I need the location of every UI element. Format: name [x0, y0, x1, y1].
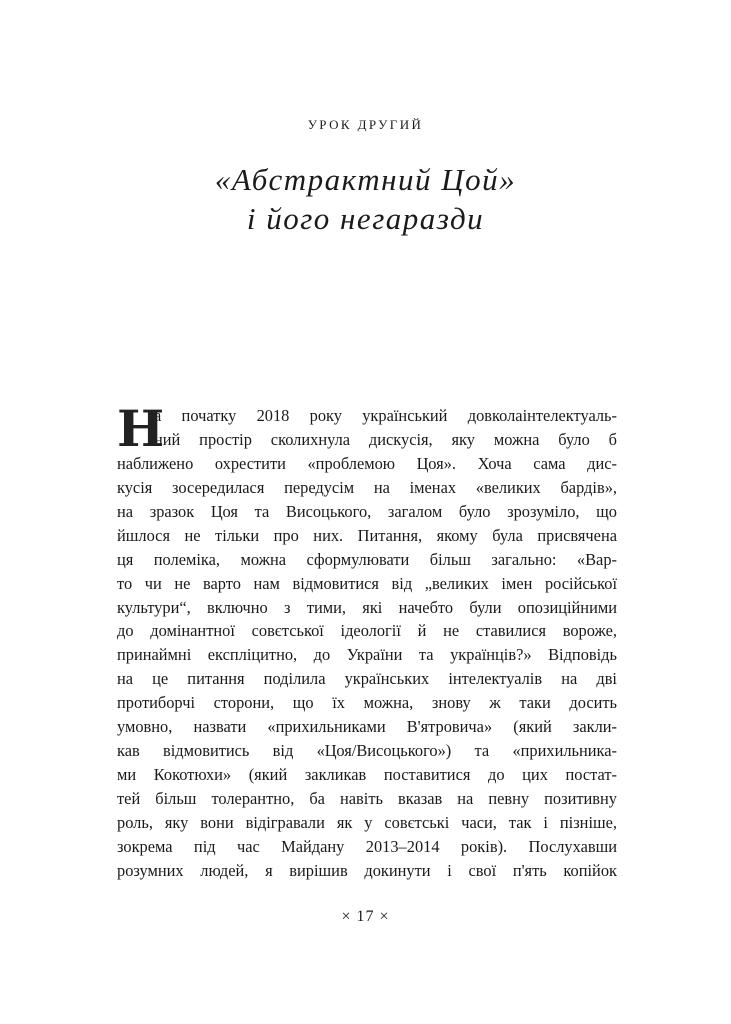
text-line: ми Кокотюхи» (який закликав поставитися до цих постат- [117, 765, 617, 785]
text-line: ця полеміка, можна сформулювати більш загально: «Вар- [117, 549, 617, 569]
text-line: а початку 2018 року український довколаінтелектуаль- [154, 406, 617, 425]
text-line: умовно, назвати «прихильниками В'ятровича» (який закли- [117, 717, 617, 737]
chapter-title-line-2: і його негаразди [246, 201, 485, 236]
body-text [117, 399, 617, 883]
text-line: на це питання поділила українських інтелектуалів на дві [117, 669, 617, 689]
text-line: розумних людей, я вирішив докинути і свої п'ять копійок [117, 860, 617, 880]
text-line: наближено охрестити «проблемою Цоя». Хоча сама дис- [117, 453, 617, 473]
chapter-label: УРОК ДРУГИЙ [307, 117, 424, 132]
text-line: на зразок Цоя та Висоцького, загалом було зрозуміло, що [117, 501, 617, 521]
text-line: протиборчі сторони, що їх можна, знову ж таки досить [117, 693, 617, 713]
text-line: то чи не варто нам відмовитися від „великих імен російської [117, 573, 617, 593]
text-line: зокрема під час Майдану 2013–2014 років). Послухавши [117, 836, 617, 856]
drop-cap: Н [117, 399, 165, 458]
text-line: йшлося не тільки про них. Питання, якому була присвячена [117, 525, 617, 545]
text-line: до домінантної совєтської ідеології й не ставилися вороже, [117, 621, 617, 641]
chapter-title-line-1: «Абстрактний Цой» [214, 162, 517, 197]
text-line: кусія зосередилася передусім на іменах «великих бардів», [117, 477, 617, 497]
text-line: тей більш толерантно, ба навіть вказав на певну позитивну [117, 789, 617, 808]
text-line: кав відмовитись від «Цоя/Висоцького») та «прихильника- [117, 741, 617, 761]
page-number: × 17 × [341, 908, 390, 925]
text-line: ний простір сколихнула дискусія, яку можна було б [154, 429, 617, 449]
text-line: принаймні експліцитно, до України та українців?» Відповідь [117, 645, 617, 665]
text-line: роль, яку вони відігравали як у совєтські часи, так і пізніше, [117, 812, 617, 832]
chapter-title [0, 160, 731, 238]
text-line: культури“, включно з тими, які начебто були опозиційними [117, 597, 617, 617]
